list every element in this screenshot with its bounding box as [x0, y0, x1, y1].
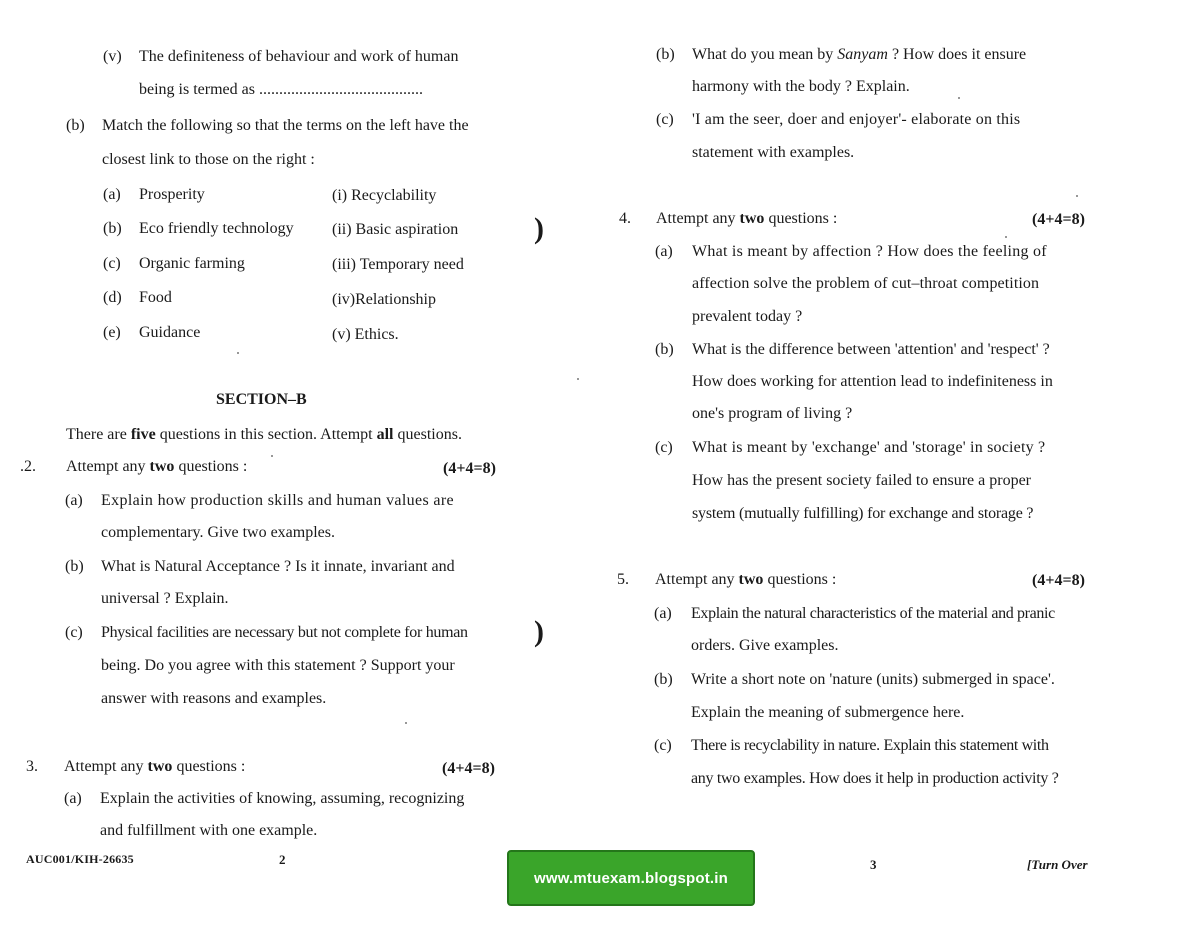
binding-mark: )	[534, 615, 544, 648]
q2b-number: (b)	[65, 558, 84, 575]
q1a-v-line1: The definiteness of behaviour and work of human	[139, 48, 459, 65]
match-left-number: (a)	[103, 186, 121, 203]
q5b-line1: Write a short note on 'nature (units) submerged in space'.	[691, 671, 1055, 688]
q4-heading	[656, 210, 837, 228]
match-left-term: Organic farming	[139, 255, 245, 272]
q4-heading-bold: two	[739, 210, 765, 227]
q4a-line1: What is meant by affection ? How does the feeling of	[692, 243, 1047, 260]
q4-number: 4.	[619, 210, 631, 227]
q1b-right-post: ? How does it ensure	[887, 46, 1027, 63]
scan-speck	[405, 722, 407, 724]
q2a-line1: Explain how production skills and human values are	[101, 492, 454, 509]
q3-marks: (4+4=8)	[442, 760, 495, 777]
q4b-number: (b)	[655, 341, 674, 358]
section-intro-mid: questions in this section. Attempt	[155, 426, 377, 443]
q1c-right-number: (c)	[656, 111, 674, 128]
q5-marks: (4+4=8)	[1032, 572, 1085, 589]
match-left-term: Food	[139, 289, 172, 306]
q5b-line2: Explain the meaning of submergence here.	[691, 704, 965, 721]
q5-number: 5.	[617, 571, 629, 588]
q4-heading-post: questions :	[764, 210, 838, 227]
q5a-line1: Explain the natural characteristics of the material and pranic	[691, 605, 1055, 622]
q1b-right-line2: harmony with the body ? Explain.	[692, 78, 910, 95]
q5a-number: (a)	[654, 605, 672, 622]
q2c-line3: answer with reasons and examples.	[101, 690, 327, 707]
q2-marks: (4+4=8)	[443, 460, 496, 477]
footer-paper-code: AUC001/KIH-26635	[26, 852, 134, 866]
section-intro-post: questions.	[393, 426, 462, 443]
turn-over-label: [Turn Over	[1027, 857, 1088, 872]
q1a-v-line2: being is termed as .........................................	[139, 81, 423, 98]
q3-heading	[64, 758, 245, 776]
q3-heading-pre: Attempt any	[64, 758, 148, 775]
match-left-term: Prosperity	[139, 186, 205, 203]
match-right-term: (iv)Relationship	[332, 291, 436, 308]
section-intro-bold-count: five	[130, 426, 156, 443]
q1b-number: (b)	[66, 117, 85, 134]
scan-speck	[271, 455, 273, 457]
section-intro-bold-all: all	[376, 426, 394, 443]
q2b-line2: universal ? Explain.	[101, 590, 229, 607]
match-left-term: Guidance	[139, 324, 201, 341]
scan-speck	[577, 378, 579, 380]
q5a-line2: orders. Give examples.	[691, 637, 839, 654]
q2-heading-post: questions :	[174, 458, 248, 475]
q5-heading-pre: Attempt any	[655, 571, 739, 588]
q4c-line3: system (mutually fulfilling) for exchange and storage ?	[692, 505, 1034, 522]
q2-heading-pre: Attempt any	[66, 458, 150, 475]
match-right-term: (iii) Temporary need	[332, 256, 464, 273]
q1b-right-line1	[692, 46, 1026, 64]
q3-number: 3.	[26, 758, 38, 775]
q2b-line1: What is Natural Acceptance ? Is it innate, invariant and	[101, 558, 455, 575]
q4-marks: (4+4=8)	[1032, 211, 1085, 228]
q1b-right-pre: What do you mean by	[692, 46, 838, 63]
q5c-line2: any two examples. How does it help in production activity ?	[691, 770, 1059, 787]
q4c-line2: How has the present society failed to ensure a proper	[692, 472, 1031, 489]
match-right-term: (ii) Basic aspiration	[332, 221, 459, 238]
q4a-number: (a)	[655, 243, 673, 260]
watermark-text: www.mtuexam.blogspot.in	[533, 869, 729, 887]
footer-page-number-right: 3	[870, 857, 877, 872]
binding-mark: )	[534, 212, 544, 245]
q4c-line1: What is meant by 'exchange' and 'storage' in society ?	[692, 439, 1046, 456]
q1b-line1: Match the following so that the terms on the left have the	[102, 117, 469, 134]
q4b-line2: How does working for attention lead to indefiniteness in	[692, 373, 1053, 390]
q2c-line1: Physical facilities are necessary but not complete for human	[101, 624, 468, 641]
q1c-right-line2: statement with examples.	[692, 144, 855, 161]
watermark-link-banner[interactable]	[507, 850, 755, 906]
q5-heading-bold: two	[738, 571, 764, 588]
q1c-right-line1: 'I am the seer, doer and enjoyer'- elaborate on this	[692, 111, 1021, 128]
q4b-line3: one's program of living ?	[692, 405, 853, 422]
q3a-number: (a)	[64, 790, 82, 807]
match-left-number: (e)	[103, 324, 121, 341]
q2-number: .2.	[20, 458, 36, 475]
scan-speck	[1005, 236, 1007, 238]
q5b-number: (b)	[654, 671, 673, 688]
q5-heading	[655, 571, 836, 589]
scan-speck	[958, 97, 960, 99]
q1a-v-number: (v)	[103, 48, 122, 65]
match-right-term: (v) Ethics.	[332, 326, 399, 343]
q3a-line2: and fulfillment with one example.	[100, 822, 318, 839]
match-left-number: (b)	[103, 220, 122, 237]
q4a-line2: affection solve the problem of cut–throat competition	[692, 275, 1040, 292]
match-left-term: Eco friendly technology	[139, 220, 294, 237]
footer-page-number-left: 2	[279, 852, 286, 867]
q5c-line1: There is recyclability in nature. Explain this statement with	[691, 737, 1049, 754]
q2a-line2: complementary. Give two examples.	[101, 524, 335, 541]
q2-heading	[66, 458, 247, 476]
q1b-right-italic-term: Sanyam	[837, 46, 888, 63]
q5-heading-post: questions :	[763, 571, 837, 588]
match-right-term: (i) Recyclability	[332, 187, 437, 204]
section-title: SECTION–B	[216, 391, 307, 408]
q4a-line3: prevalent today ?	[692, 308, 803, 325]
scan-speck	[1076, 195, 1078, 197]
q3-heading-bold: two	[147, 758, 173, 775]
match-left-number: (c)	[103, 255, 121, 272]
section-intro-pre: There are	[66, 426, 131, 443]
q3-heading-post: questions :	[172, 758, 246, 775]
q2-heading-bold: two	[149, 458, 175, 475]
section-intro	[66, 426, 462, 444]
q4b-line1: What is the difference between 'attention' and 'respect' ?	[692, 341, 1050, 358]
scan-speck	[237, 352, 239, 354]
q2a-number: (a)	[65, 492, 83, 509]
q2c-line2: being. Do you agree with this statement ? Support your	[101, 657, 455, 674]
q1b-line2: closest link to those on the right :	[102, 151, 315, 168]
q4-heading-pre: Attempt any	[656, 210, 740, 227]
q1b-right-number: (b)	[656, 46, 675, 63]
q5c-number: (c)	[654, 737, 672, 754]
match-left-number: (d)	[103, 289, 122, 306]
q3a-line1: Explain the activities of knowing, assuming, recognizing	[100, 790, 465, 807]
q2c-number: (c)	[65, 624, 83, 641]
q4c-number: (c)	[655, 439, 673, 456]
